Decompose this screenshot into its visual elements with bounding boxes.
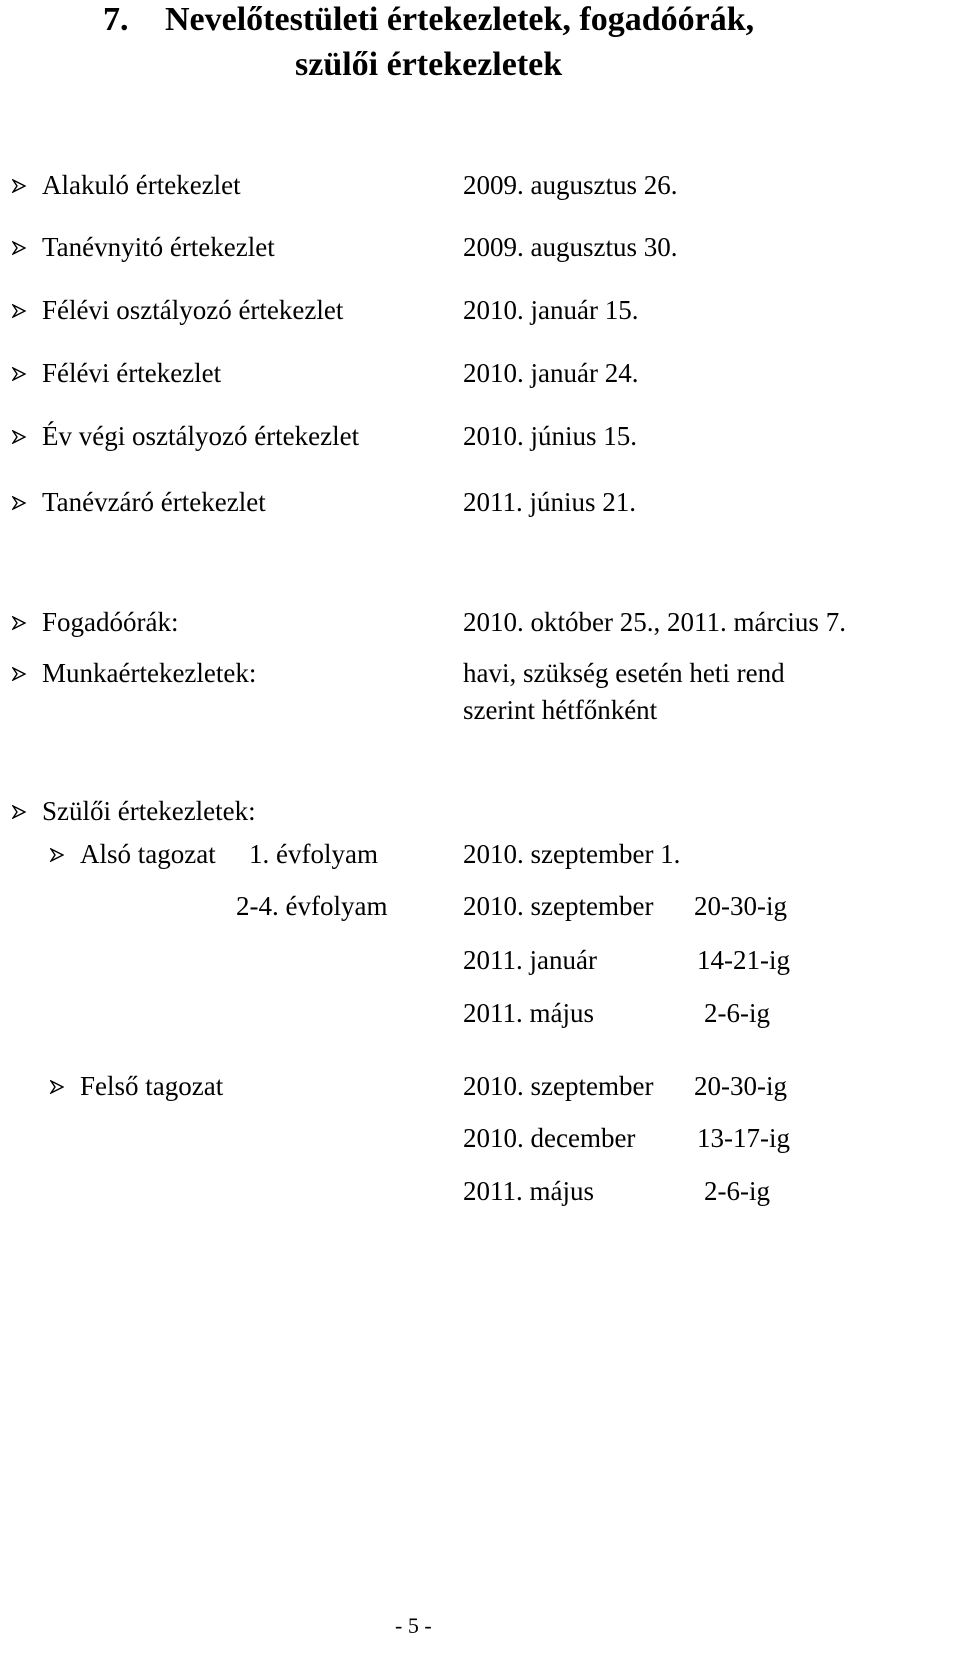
lower-row-range: 14-21-ig	[697, 945, 790, 975]
upper-row-month: 2010. szeptember	[463, 1071, 654, 1101]
grade-1-label: 1. évfolyam	[249, 839, 378, 869]
lower-row-month: 2010. szeptember	[463, 891, 654, 921]
grade-1-date: 2010. szeptember 1.	[463, 839, 681, 869]
upper-school-label: Felső tagozat	[80, 1071, 224, 1101]
grades-2-4-label: 2-4. évfolyam	[236, 891, 388, 921]
section-title-line1: Nevelőtestületi értekezletek, fogadóórák,	[165, 1, 755, 38]
section-title-line2: szülői értekezletek	[295, 46, 563, 83]
arrow-bullet-icon	[12, 241, 26, 255]
arrow-bullet-icon	[12, 304, 26, 318]
meeting-date: 2010. június 15.	[463, 421, 638, 451]
meeting-name: Év végi osztályozó értekezlet	[42, 421, 360, 451]
meeting-name: Tanévnyitó értekezlet	[42, 232, 275, 262]
upper-row-range: 13-17-ig	[697, 1123, 790, 1153]
meeting-name: Félévi értekezlet	[42, 358, 222, 388]
meeting-date: 2011. június 21.	[463, 487, 637, 517]
section-number: 7.	[103, 1, 129, 38]
meeting-name: Alakuló értekezlet	[42, 170, 241, 200]
office-hours-value: 2010. október 25., 2011. március 7.	[463, 607, 846, 637]
work-meetings-label: Munkaértekezletek:	[42, 658, 257, 688]
arrow-bullet-icon	[12, 667, 26, 681]
arrow-bullet-icon	[50, 1080, 64, 1094]
meeting-name: Félévi osztályozó értekezlet	[42, 295, 344, 325]
lower-row-range: 2-6-ig	[704, 998, 770, 1028]
work-meetings-value-line2: szerint hétfőnként	[463, 695, 658, 725]
arrow-bullet-icon	[12, 430, 26, 444]
parent-meetings-label: Szülői értekezletek:	[42, 796, 256, 826]
page-number: - 5 -	[395, 1613, 432, 1638]
lower-row-month: 2011. május	[463, 998, 594, 1028]
arrow-bullet-icon	[12, 805, 26, 819]
lower-school-label: Alsó tagozat	[80, 839, 216, 869]
meeting-date: 2010. január 15.	[463, 295, 639, 325]
arrow-bullet-icon	[12, 179, 26, 193]
upper-row-month: 2011. május	[463, 1176, 594, 1206]
upper-row-range: 2-6-ig	[704, 1176, 770, 1206]
meeting-name: Tanévzáró értekezlet	[42, 487, 266, 517]
meeting-date: 2010. január 24.	[463, 358, 639, 388]
upper-row-range: 20-30-ig	[694, 1071, 787, 1101]
arrow-bullet-icon	[12, 367, 26, 381]
lower-row-month: 2011. január	[463, 945, 597, 975]
upper-row-month: 2010. december	[463, 1123, 636, 1153]
arrow-bullet-icon	[12, 496, 26, 510]
work-meetings-value-line1: havi, szükség esetén heti rend	[463, 658, 785, 688]
lower-row-range: 20-30-ig	[694, 891, 787, 921]
meeting-date: 2009. augusztus 26.	[463, 170, 678, 200]
arrow-bullet-icon	[12, 616, 26, 630]
meeting-date: 2009. augusztus 30.	[463, 232, 678, 262]
office-hours-label: Fogadóórák:	[42, 607, 179, 637]
arrow-bullet-icon	[50, 848, 64, 862]
